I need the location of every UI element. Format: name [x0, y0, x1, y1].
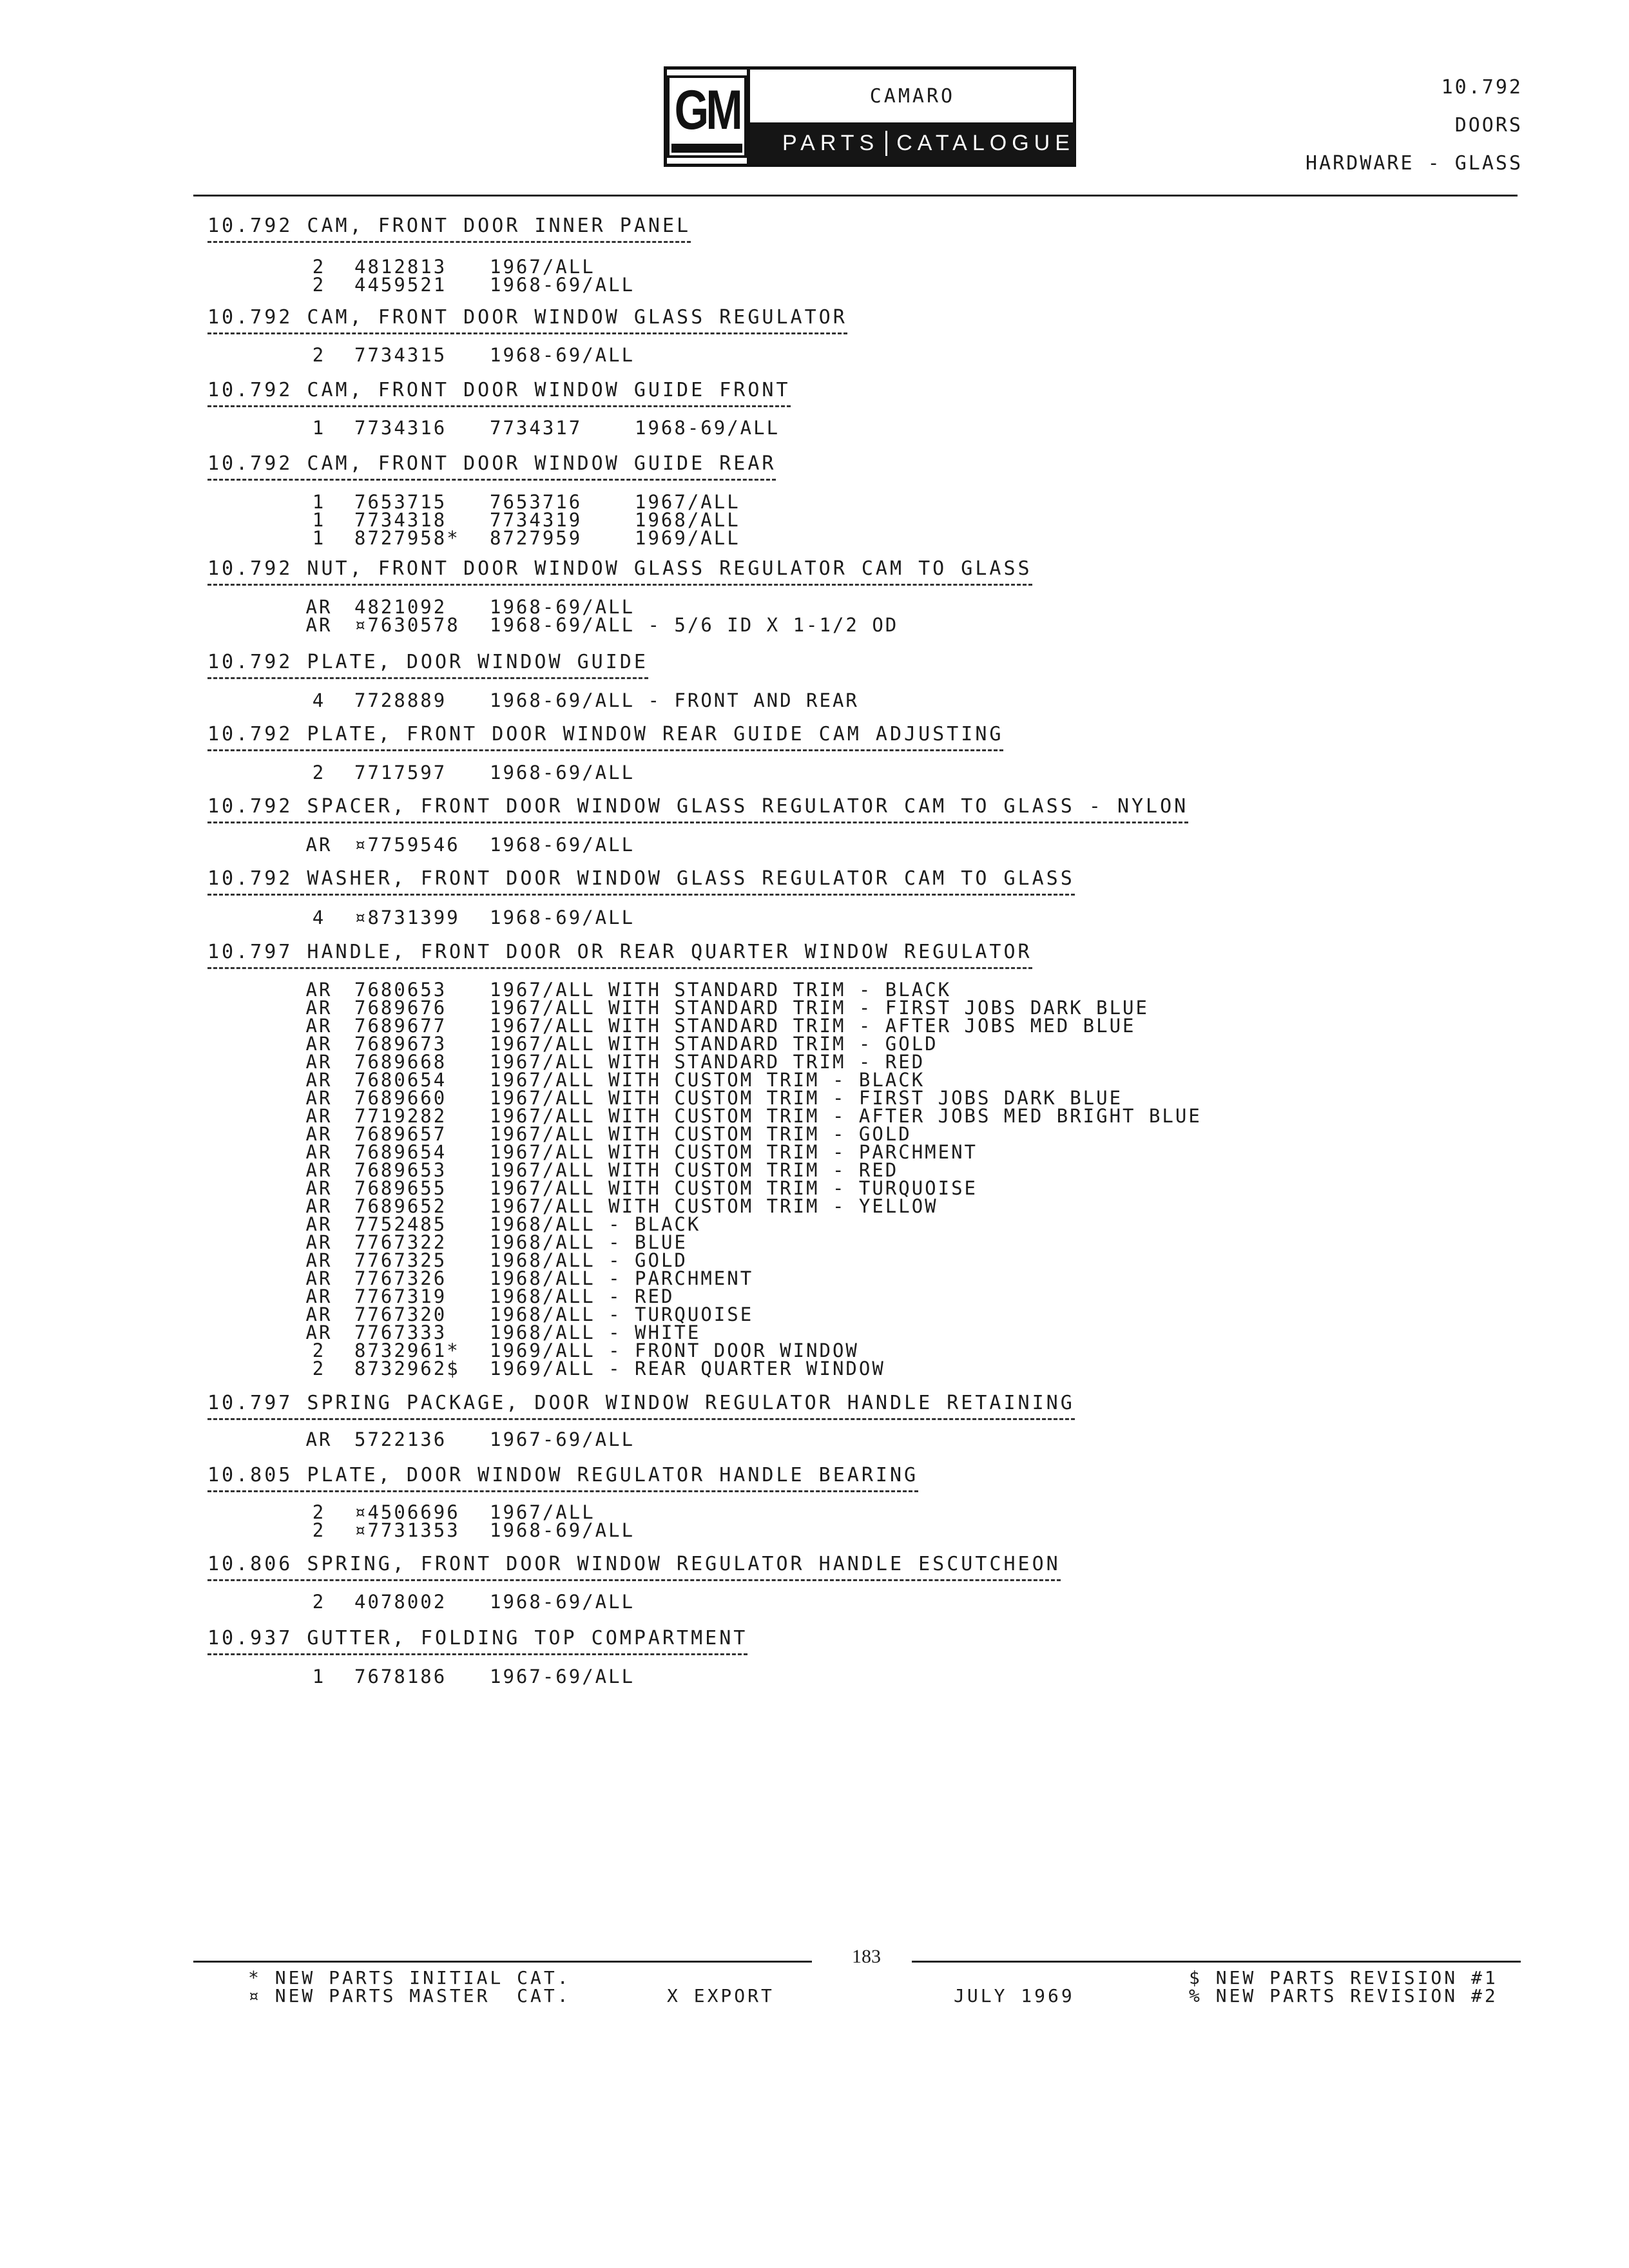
catalogue-entry: [207, 1392, 1075, 1420]
catalogue-entry: [207, 1553, 1061, 1581]
part-number-cell: ¤4506696: [354, 1501, 460, 1523]
application-cell: 1967/ALL WITH CUSTOM TRIM - RED: [490, 1159, 899, 1181]
quantity-cell: AR: [305, 979, 333, 1001]
parts-table: [284, 764, 635, 782]
part-number-cell: 7767320: [354, 1303, 447, 1325]
quantity-cell: AR: [305, 1141, 333, 1163]
quantity-cell: AR: [305, 1213, 333, 1235]
application-cell: 1968-69/ALL: [490, 1591, 635, 1613]
application-cell: 1967/ALL: [490, 256, 595, 278]
part-number-cell: 7767325: [354, 1249, 447, 1271]
application-cell: 1968-69/ALL: [490, 907, 635, 928]
parts-catalogue-bar: [750, 122, 1075, 164]
application-cell: 1968-69/ALL: [490, 834, 635, 856]
part-number-cell: 7689660: [354, 1087, 447, 1109]
parts-row: [284, 1430, 635, 1448]
parts-row: [284, 511, 740, 529]
gm-logo-text: GM: [674, 79, 740, 141]
parts-row: [284, 616, 898, 634]
parts-row: [284, 1215, 1202, 1233]
parts-row: [284, 1360, 1202, 1378]
page-number: 183: [852, 1946, 881, 1967]
group-number: 10.792: [1441, 76, 1523, 99]
catalogue-entry: [207, 723, 1003, 751]
parts-row: [284, 999, 1202, 1017]
legend-new-parts-initial: * NEW PARTS INITIAL CAT.: [248, 1967, 571, 1988]
alt-part-number-cell: 7734317: [490, 417, 583, 439]
parts-table: [284, 493, 740, 547]
catalogue-entry: [207, 795, 1188, 823]
parts-row: [284, 1667, 635, 1686]
quantity-cell: AR: [305, 596, 333, 618]
gm-logo-underline: [671, 144, 742, 153]
part-number-cell: 7653715: [354, 491, 447, 513]
part-number-cell: 7734315: [354, 344, 447, 366]
parts-row: [284, 1323, 1202, 1341]
application-cell: 1967/ALL WITH CUSTOM TRIM - TURQUOISE: [490, 1177, 978, 1199]
parts-row: [284, 1305, 1202, 1323]
quantity-cell: 2: [312, 256, 326, 278]
application-cell: 1968-69/ALL: [490, 1519, 635, 1541]
application-cell: 1967/ALL WITH CUSTOM TRIM - GOLD: [490, 1123, 912, 1145]
part-number-cell: 4812813: [354, 256, 447, 278]
footer-rule-left: [193, 1961, 812, 1963]
parts-row: [284, 346, 635, 364]
quantity-cell: 1: [312, 1666, 326, 1687]
legend-revision-2: % NEW PARTS REVISION #2: [1189, 1985, 1498, 2006]
part-number-cell: 8727958*: [354, 527, 460, 549]
application-cell: 1967/ALL WITH STANDARD TRIM - FIRST JOBS DARK BLUE: [490, 997, 1149, 1019]
application-cell: 1967/ALL WITH CUSTOM TRIM - YELLOW: [490, 1195, 938, 1217]
part-number-cell: 7767319: [354, 1285, 447, 1307]
catalogue-entry: [207, 1464, 918, 1492]
quantity-cell: AR: [305, 1159, 333, 1181]
parts-row: [284, 1035, 1202, 1053]
entry-title: 10.806 SPRING, FRONT DOOR WINDOW REGULATOR HANDLE ESCUTCHEON: [207, 1553, 1061, 1581]
part-number-cell: 7689655: [354, 1177, 447, 1199]
quantity-cell: AR: [305, 1267, 333, 1289]
part-number-cell: 7689668: [354, 1051, 447, 1073]
part-number-cell: 4078002: [354, 1591, 447, 1613]
parts-row: [284, 1071, 1202, 1089]
entry-title: 10.797 HANDLE, FRONT DOOR OR REAR QUARTER WINDOW REGULATOR: [207, 941, 1032, 969]
quantity-cell: AR: [305, 1015, 333, 1037]
quantity-cell: AR: [305, 1105, 333, 1127]
part-number-cell: 7689652: [354, 1195, 447, 1217]
part-number-cell: 7689653: [354, 1159, 447, 1181]
parts-table: [284, 908, 635, 927]
parts-row: [284, 1233, 1202, 1251]
entry-title: 10.797 SPRING PACKAGE, DOOR WINDOW REGULATOR HANDLE RETAINING: [207, 1392, 1075, 1420]
application-cell: 1968-69/ALL: [490, 344, 635, 366]
quantity-cell: AR: [305, 1321, 333, 1343]
quantity-cell: 2: [312, 762, 326, 783]
quantity-cell: AR: [305, 1303, 333, 1325]
parts-table: [284, 691, 859, 709]
application-cell: 1969/ALL: [635, 527, 740, 549]
gm-logo: [667, 70, 750, 164]
application-cell: 1968/ALL - BLUE: [490, 1231, 688, 1253]
application-cell: 1967/ALL WITH CUSTOM TRIM - PARCHMENT: [490, 1141, 978, 1163]
alt-part-number-cell: 8727959: [490, 527, 583, 549]
legend-new-parts-master: ¤ NEW PARTS MASTER CAT.: [248, 1985, 571, 2006]
quantity-cell: AR: [305, 1123, 333, 1145]
part-number-cell: 7767333: [354, 1321, 447, 1343]
quantity-cell: AR: [305, 614, 333, 636]
quantity-cell: AR: [305, 1428, 333, 1450]
application-cell: 1967/ALL WITH STANDARD TRIM - RED: [490, 1051, 925, 1073]
application-cell: 1968-69/ALL - FRONT AND REAR: [490, 689, 859, 711]
part-number-cell: 7734316: [354, 417, 447, 439]
model-name: CAMARO: [869, 84, 956, 108]
part-number-cell: 7680653: [354, 979, 447, 1001]
quantity-cell: 1: [312, 417, 326, 439]
parts-table: [284, 346, 635, 364]
application-cell: 1967/ALL WITH STANDARD TRIM - GOLD: [490, 1033, 938, 1055]
parts-table: [284, 598, 898, 634]
header-rule: [193, 195, 1518, 197]
part-number-cell: ¤7630578: [354, 614, 460, 636]
application-cell: 1968-69/ALL - 5/6 ID X 1-1/2 OD: [490, 614, 899, 636]
legend-revision-1: $ NEW PARTS REVISION #1: [1189, 1967, 1498, 1988]
catalogue-entry: [207, 452, 776, 481]
application-cell: 1968/ALL: [635, 509, 740, 531]
quantity-cell: 2: [312, 1501, 326, 1523]
application-cell: 1968/ALL - WHITE: [490, 1321, 701, 1343]
entry-title: 10.792 CAM, FRONT DOOR WINDOW GUIDE FRONT: [207, 379, 791, 407]
catalogue-entry: [207, 651, 648, 679]
entry-title: 10.792 CAM, FRONT DOOR INNER PANEL: [207, 215, 691, 243]
quantity-cell: AR: [305, 997, 333, 1019]
footer-rule-right: [912, 1961, 1521, 1963]
quantity-cell: AR: [305, 1177, 333, 1199]
parts-row: [284, 1341, 1202, 1360]
parts-row: [284, 419, 780, 437]
part-number-cell: ¤8731399: [354, 907, 460, 928]
parts-row: [284, 908, 635, 927]
parts-row: [284, 1161, 1202, 1179]
parts-row: [284, 1107, 1202, 1125]
application-cell: 1968/ALL - RED: [490, 1285, 675, 1307]
parts-row: [284, 1269, 1202, 1287]
part-number-cell: 7767322: [354, 1231, 447, 1253]
part-number-cell: 7717597: [354, 762, 447, 783]
alt-part-number-cell: 7653716: [490, 491, 583, 513]
parts-row: [284, 1593, 635, 1611]
parts-table: [284, 1503, 635, 1539]
section-title: DOORS: [1454, 114, 1523, 137]
part-number-cell: 4459521: [354, 274, 447, 296]
entry-title: 10.792 PLATE, DOOR WINDOW GUIDE: [207, 651, 648, 679]
part-number-cell: 7752485: [354, 1213, 447, 1235]
quantity-cell: 4: [312, 689, 326, 711]
part-number-cell: 7734318: [354, 509, 447, 531]
application-cell: 1968-69/ALL: [490, 762, 635, 783]
parts-row: [284, 1503, 635, 1521]
application-cell: 1968/ALL - TURQUOISE: [490, 1303, 754, 1325]
entry-title: 10.792 PLATE, FRONT DOOR WINDOW REAR GUIDE CAM ADJUSTING: [207, 723, 1003, 751]
catalogue-date: JULY 1969: [954, 1985, 1075, 2006]
quantity-cell: 1: [312, 509, 326, 531]
quantity-cell: AR: [305, 834, 333, 856]
application-cell: 1967-69/ALL: [490, 1428, 635, 1450]
quantity-cell: 2: [312, 1340, 326, 1361]
application-cell: 1968-69/ALL: [490, 596, 635, 618]
application-cell: 1967-69/ALL: [490, 1666, 635, 1687]
parts-row: [284, 258, 635, 276]
quantity-cell: AR: [305, 1069, 333, 1091]
catalogue-entry: [207, 1627, 747, 1655]
entry-title: 10.805 PLATE, DOOR WINDOW REGULATOR HANDLE BEARING: [207, 1464, 918, 1492]
alt-part-number-cell: 7734319: [490, 509, 583, 531]
part-number-cell: 7689677: [354, 1015, 447, 1037]
export-legend: X EXPORT: [667, 1985, 775, 2006]
parts-row: [284, 836, 635, 854]
parts-table: [284, 1430, 635, 1448]
quantity-cell: AR: [305, 1033, 333, 1055]
quantity-cell: AR: [305, 1087, 333, 1109]
parts-row: [284, 1197, 1202, 1215]
part-number-cell: ¤7759546: [354, 834, 460, 856]
catalogue-entry: [207, 941, 1032, 969]
parts-row: [284, 1053, 1202, 1071]
part-number-cell: 7680654: [354, 1069, 447, 1091]
application-cell: 1967/ALL: [490, 1501, 595, 1523]
entry-title: 10.792 CAM, FRONT DOOR WINDOW GLASS REGULATOR: [207, 306, 847, 334]
part-number-cell: 7689657: [354, 1123, 447, 1145]
parts-row: [284, 276, 635, 294]
catalogue-entry: [207, 867, 1075, 896]
parts-row: [284, 1287, 1202, 1305]
application-cell: 1967/ALL: [635, 491, 740, 513]
parts-row: [284, 1521, 635, 1539]
parts-row: [284, 493, 740, 511]
quantity-cell: AR: [305, 1249, 333, 1271]
parts-row: [284, 598, 898, 616]
parts-row: [284, 1017, 1202, 1035]
application-cell: 1968-69/ALL: [490, 274, 635, 296]
parts-row: [284, 1143, 1202, 1161]
application-cell: 1967/ALL WITH CUSTOM TRIM - BLACK: [490, 1069, 925, 1091]
catalogue-entry: [207, 215, 691, 243]
parts-row: [284, 1089, 1202, 1107]
subsection-title: HARDWARE - GLASS: [1306, 152, 1523, 175]
parts-row: [284, 1251, 1202, 1269]
application-cell: 1968/ALL - PARCHMENT: [490, 1267, 754, 1289]
catalogue-label: CATALOGUE: [896, 130, 1075, 155]
application-cell: 1967/ALL WITH STANDARD TRIM - BLACK: [490, 979, 952, 1001]
parts-row: [284, 764, 635, 782]
parts-label: PARTS: [750, 131, 887, 156]
entry-title: 10.792 SPACER, FRONT DOOR WINDOW GLASS REGULATOR CAM TO GLASS - NYLON: [207, 795, 1188, 823]
parts-table: [284, 258, 635, 294]
catalogue-entry: [207, 379, 791, 407]
part-number-cell: 7689676: [354, 997, 447, 1019]
application-cell: 1968-69/ALL: [635, 417, 780, 439]
application-cell: 1968/ALL - BLACK: [490, 1213, 701, 1235]
catalogue-header-logo-block: [664, 66, 1076, 167]
entry-title: 10.792 WASHER, FRONT DOOR WINDOW GLASS REGULATOR CAM TO GLASS: [207, 867, 1075, 896]
part-number-cell: 7678186: [354, 1666, 447, 1687]
quantity-cell: 2: [312, 1591, 326, 1613]
quantity-cell: AR: [305, 1051, 333, 1073]
application-cell: 1967/ALL WITH CUSTOM TRIM - AFTER JOBS MED BRIGHT BLUE: [490, 1105, 1202, 1127]
application-cell: 1969/ALL - REAR QUARTER WINDOW: [490, 1358, 885, 1379]
quantity-cell: 1: [312, 527, 326, 549]
parts-row: [284, 1179, 1202, 1197]
quantity-cell: AR: [305, 1195, 333, 1217]
parts-row: [284, 691, 859, 709]
parts-table: [284, 836, 635, 854]
parts-row: [284, 981, 1202, 999]
parts-row: [284, 529, 740, 547]
part-number-cell: 7767326: [354, 1267, 447, 1289]
quantity-cell: 1: [312, 491, 326, 513]
part-number-cell: 7719282: [354, 1105, 447, 1127]
part-number-cell: 7728889: [354, 689, 447, 711]
entry-title: 10.937 GUTTER, FOLDING TOP COMPARTMENT: [207, 1627, 747, 1655]
part-number-cell: 4821092: [354, 596, 447, 618]
parts-row: [284, 1125, 1202, 1143]
application-cell: 1967/ALL WITH STANDARD TRIM - AFTER JOBS MED BLUE: [490, 1015, 1136, 1037]
application-cell: 1967/ALL WITH CUSTOM TRIM - FIRST JOBS DARK BLUE: [490, 1087, 1123, 1109]
parts-table: [284, 981, 1202, 1378]
part-number-cell: 8732962$: [354, 1358, 460, 1379]
part-number-cell: 7689673: [354, 1033, 447, 1055]
application-cell: 1968/ALL - GOLD: [490, 1249, 688, 1271]
quantity-cell: AR: [305, 1285, 333, 1307]
quantity-cell: AR: [305, 1231, 333, 1253]
quantity-cell: 2: [312, 274, 326, 296]
parts-table: [284, 1667, 635, 1686]
entry-title: 10.792 CAM, FRONT DOOR WINDOW GUIDE REAR: [207, 452, 776, 481]
quantity-cell: 2: [312, 1358, 326, 1379]
entry-title: 10.792 NUT, FRONT DOOR WINDOW GLASS REGULATOR CAM TO GLASS: [207, 557, 1032, 586]
part-number-cell: 7689654: [354, 1141, 447, 1163]
parts-table: [284, 419, 780, 437]
quantity-cell: 4: [312, 907, 326, 928]
quantity-cell: 2: [312, 344, 326, 366]
catalogue-entry: [207, 557, 1032, 586]
quantity-cell: 2: [312, 1519, 326, 1541]
part-number-cell: 8732961*: [354, 1340, 460, 1361]
parts-table: [284, 1593, 635, 1611]
part-number-cell: 5722136: [354, 1428, 447, 1450]
part-number-cell: ¤7731353: [354, 1519, 460, 1541]
catalogue-entry: [207, 306, 847, 334]
application-cell: 1969/ALL - FRONT DOOR WINDOW: [490, 1340, 859, 1361]
